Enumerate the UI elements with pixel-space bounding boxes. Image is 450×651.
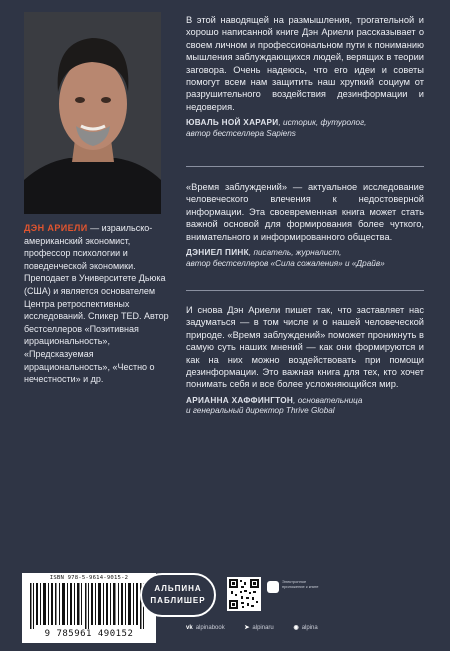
barcode-number: 9 785961 490152: [44, 629, 134, 639]
isbn-label: ISBN 978-5-9614-9015-2: [49, 575, 129, 581]
social-site[interactable]: ◉ alpina: [293, 625, 318, 631]
qr-caption: Электронное приложение к книге: [282, 579, 319, 589]
globe-icon: ◉: [293, 625, 299, 631]
review-signature: [186, 248, 424, 269]
qr-code[interactable]: [227, 577, 261, 611]
reviewer-name: ДЭНИЕЛ ПИНК: [186, 248, 249, 258]
review-pink: [186, 181, 424, 269]
review-signature: [186, 118, 424, 139]
divider: [186, 290, 424, 291]
review-signature: [186, 396, 424, 417]
reviewer-role-2: автор бестселлера Sapiens: [186, 128, 296, 138]
reviewer-role-2: и генеральный директор Thrive Global: [186, 406, 335, 416]
publisher-logo-line2: ПАБЛИШЕР: [150, 596, 206, 605]
author-name: ДЭН АРИЕЛИ: [24, 223, 88, 233]
reviewer-role: , основательница: [293, 395, 363, 405]
social-links: [186, 624, 426, 631]
isbn-barcode: [22, 573, 156, 643]
author-bio-text: — израильско-американский экономист, профессор психологии и поведенческой экономики. Преподает в Университете Дьюка (США) и является основателем Центра ретроспективных исследований. Спикер TED. Автор бестселлеров «Позитивная иррациональность», «Предсказуемая иррациональность», «Честно о нечестности» и др.: [24, 223, 169, 385]
publisher-logo-line1: АЛЬПИНА: [154, 584, 202, 593]
author-photo: [24, 12, 161, 214]
telegram-icon: ➤: [244, 625, 250, 631]
reviewer-role: , писатель, журналист,: [248, 248, 342, 258]
reviewer-role: , историк, футуролог,: [278, 118, 367, 128]
review-harari: [186, 14, 424, 139]
review-text: В этой наводящей на размышления, трогательной и хорошо написанной книге Дэн Ариели рассказывает о своем личном и профессиональном пути к пониманию мышления заблуждающихся людей, верящих в теории заговора. Очень надеюсь, что его идеи и советы помогут всем нам защитить наш хрупкий социум от разрушительного воздействия дезинформации и недоверия.: [186, 15, 424, 112]
barcode-bars: [30, 583, 148, 629]
reviewer-name: АРИАННА ХАФФИНГТОН: [186, 395, 294, 405]
review-text: И снова Дэн Ариели пишет так, что заставляет нас задуматься — в том числе и о нашей человеческой природе. «Время заблуждений» поможет проникнуть в самую суть наших мнений — как они формируются и как на них можно воздействовать при помощи дезинформации. Это важная книга для тех, кто хочет понимать себя и все более усложняющийся мир.: [186, 305, 424, 390]
app-logo-icon: [267, 581, 279, 593]
review-huffington: [186, 304, 424, 417]
vk-icon: vk: [186, 625, 193, 631]
author-bio: [24, 222, 174, 386]
social-vk[interactable]: vk alpinabook: [186, 625, 225, 631]
review-text: «Время заблуждений» — актуальное исследование человеческого влечения к недостоверной информации. Эта своевременная книга может стать важной основой для формирования более чуткого, внимательного и информированного общества.: [186, 182, 424, 242]
reviewer-role-2: автор бестселлеров «Сила сожаления» и «Драйв»: [186, 258, 385, 268]
publisher-logo: [140, 573, 216, 617]
divider: [186, 166, 424, 167]
social-telegram[interactable]: ➤ alpinaru: [244, 625, 274, 631]
reviewer-name: ЮВАЛЬ НОЙ ХАРАРИ: [186, 118, 279, 128]
